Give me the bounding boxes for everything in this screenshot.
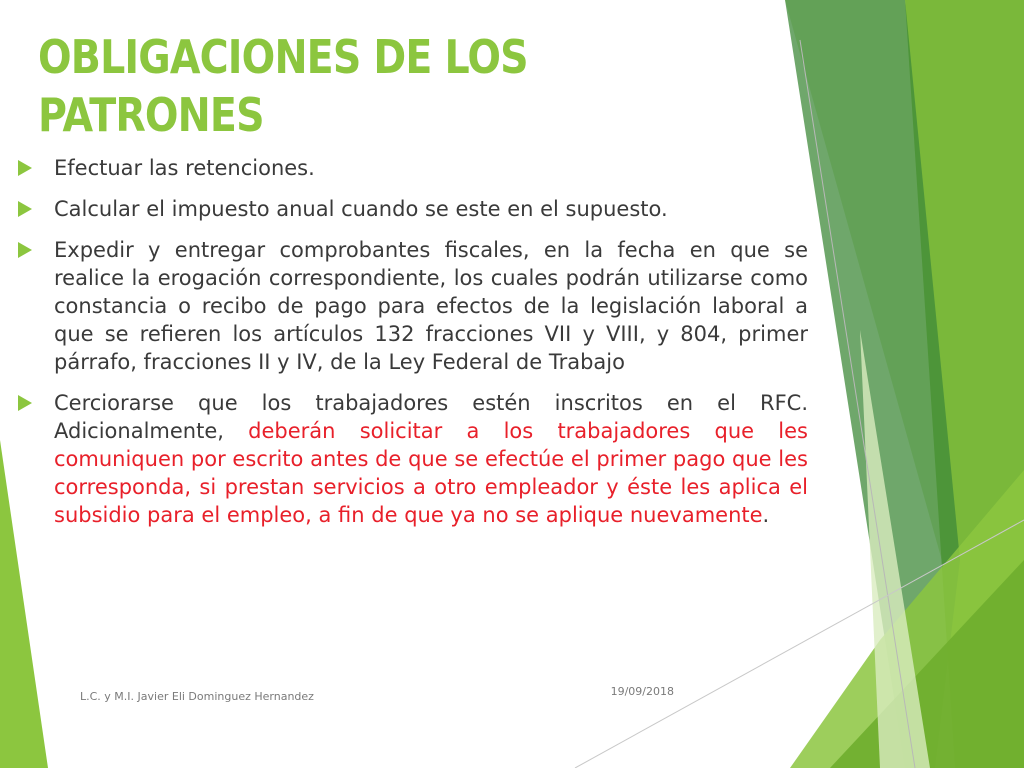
- bullet-item: [16, 195, 808, 223]
- bullet-highlight-text: deberán solicitar a los trabajadores que les comuniquen por escrito antes de que se efectúe el primer pago que les corresponda, si prestan servicios a otro empleador y éste les aplica el subsidio para el empleo, a fin de que ya no se aplique nuevamente: [54, 419, 808, 527]
- arrow-bullet-icon: [18, 395, 32, 411]
- bullet-text: Calcular el impuesto anual cuando se este en el supuesto.: [54, 197, 668, 221]
- bullet-end-text: .: [762, 503, 770, 527]
- bullet-item: [16, 154, 808, 182]
- arrow-bullet-icon: [18, 242, 32, 258]
- bullet-text: Efectuar las retenciones.: [54, 156, 315, 180]
- bullet-text: Expedir y entregar comprobantes fiscales, en la fecha en que se realice la erogación correspondiente, los cuales podrán utilizarse como constancia o recibo de pago para efectos de la legislación laboral a que se refieren los artículos 132 fracciones VII y VIII, y 804, primer párrafo, fracciones II y IV, de la Ley Federal de Trabajo: [54, 238, 808, 374]
- slide-title: OBLIGACIONES DE LOS PATRONES: [38, 30, 528, 142]
- bullet-text: Cerciorarse que los trabajadores estén inscritos en el RFC. Adicionalmente,: [54, 391, 808, 443]
- bullet-item: [16, 236, 808, 376]
- arrow-bullet-icon: [18, 201, 32, 217]
- arrow-bullet-icon: [18, 160, 32, 176]
- footer-author: L.C. y M.I. Javier Eli Dominguez Hernandez: [80, 690, 314, 703]
- bullet-list: [16, 154, 808, 542]
- bullet-item: [16, 389, 808, 529]
- footer-date: 19/09/2018: [610, 685, 674, 698]
